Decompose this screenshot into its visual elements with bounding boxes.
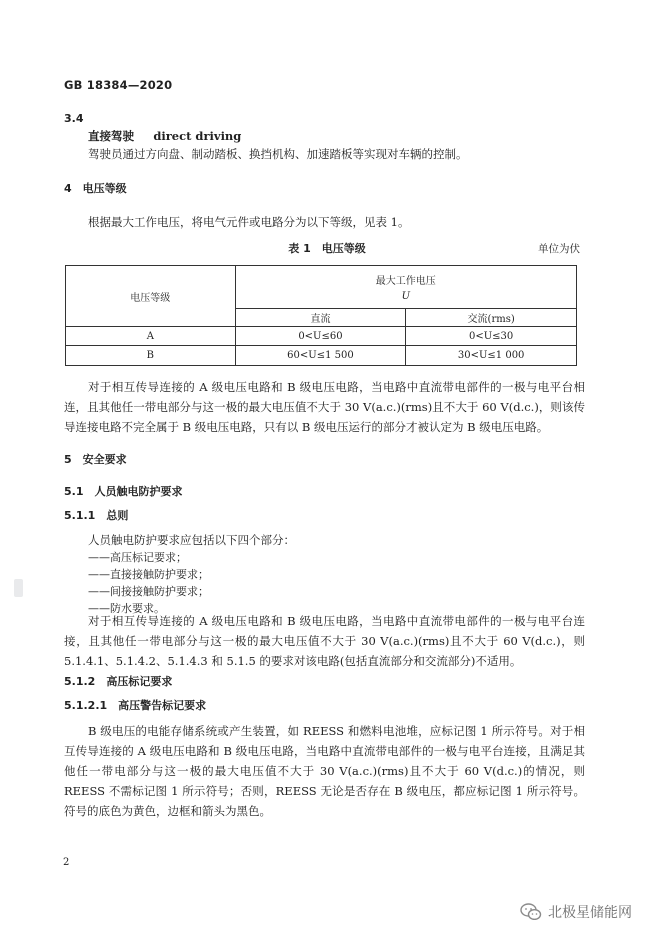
watermark xyxy=(520,902,632,922)
scan-mark xyxy=(14,579,23,597)
header-dc: 直流 xyxy=(235,309,406,327)
header-max-voltage xyxy=(235,266,576,309)
list-item: ——间接接触防护要求； xyxy=(88,585,209,598)
header-voltage-class: 电压等级 xyxy=(66,266,236,327)
section-5-title: 5 安全要求 xyxy=(64,453,127,466)
term-en: direct driving xyxy=(153,129,242,143)
voltage-class-table xyxy=(65,265,577,366)
header-ac: 交流(rms) xyxy=(406,309,577,327)
list-item: ——防水要求。 xyxy=(88,602,165,615)
section-5-1-title: 5.1 人员触电防护要求 xyxy=(64,485,183,498)
table-unit: 单位为伏 xyxy=(538,243,580,255)
standard-number: GB 18384—2020 xyxy=(64,78,173,92)
marking-requirements: B 级电压的电能存储系统或产生装置，如 REESS 和燃料电池堆，应标记图 1 所示符号。对于相互传导连接的 A 级电压电路和 B 级电压电路，当电路中直流带电部件的一极与电平台连接，且满足其他任一带电部分与这一极的最大电压值不大于 30 V(a.c.)(rms)且不大于 60 V(d.c.)的情况，则 REESS 不需标记图 1 所示符号；否则，REESS 无论是否存在 B 级电压，都应标记图 1 所示符号。符号的底色为黄色，边框和箭头为黑色。 xyxy=(64,724,585,818)
cell-dc: 0<U≤60 xyxy=(235,327,406,346)
term-definition: 驾驶员通过方向盘、制动踏板、换挡机构、加速踏板等实现对车辆的控制。 xyxy=(88,147,468,161)
watermark-text: 北极星储能网 xyxy=(548,905,632,921)
table-header-row xyxy=(66,266,577,309)
cell-dc: 60<U≤1 500 xyxy=(235,346,406,366)
section-5-1-1-title: 5.1.1 总则 xyxy=(64,509,129,522)
cell-ac: 30<U≤1 000 xyxy=(406,346,577,366)
voltage-note: 对于相互传导连接的 A 级电压电路和 B 级电压电路，当电路中直流带电部件的一极与电平台相连，且其他任一带电部分与这一极的最大电压值不大于 30 V(a.c.)(rms)且不大于 60 V(d.c.)，则该传导连接电路不完全属于 B 级电压电路，只有以 B 级电压运行的部分才被认定为 B 级电压电路。 xyxy=(64,380,585,434)
list-item: ——高压标记要求； xyxy=(88,551,187,564)
term-cn: 直接驾驶 xyxy=(88,129,134,143)
header-max-voltage-label: 最大工作电压 xyxy=(375,276,436,287)
header-symbol-u: U xyxy=(401,291,411,302)
cell-ac: 0<U≤30 xyxy=(406,327,577,346)
section-3-4-number: 3.4 xyxy=(64,112,84,125)
page-number: 2 xyxy=(63,857,70,868)
list-item: ——直接接触防护要求； xyxy=(88,568,209,581)
cell-class: A xyxy=(66,327,236,346)
cell-class: B xyxy=(66,346,236,366)
table-row xyxy=(66,346,577,366)
table-caption: 表 1 电压等级 xyxy=(288,242,366,255)
table-row xyxy=(66,327,577,346)
wechat-icon xyxy=(520,903,542,921)
section-4-title: 4 电压等级 xyxy=(64,182,127,195)
requirements-list xyxy=(88,549,209,617)
section-4-intro: 根据最大工作电压，将电气元件或电路分为以下等级，见表 1。 xyxy=(88,215,410,229)
general-intro: 人员触电防护要求应包括以下四个部分： xyxy=(88,533,295,547)
term-heading xyxy=(88,126,241,146)
section-5-1-2-1-title: 5.1.2.1 高压警告标记要求 xyxy=(64,699,207,712)
section-5-1-2-title: 5.1.2 高压标记要求 xyxy=(64,675,173,688)
general-note: 对于相互传导连接的 A 级电压电路和 B 级电压电路，当电路中直流带电部件的一极与电平台连接，且其他任一带电部分与这一极的最大电压值不大于 30 V(a.c.)(rms)且不大于 60 V(d.c.)，则 5.1.4.1、5.1.4.2、5.1.4.3 和 5.1.5 的要求对该电路(包括直流部分和交流部分)不适用。 xyxy=(64,614,585,668)
